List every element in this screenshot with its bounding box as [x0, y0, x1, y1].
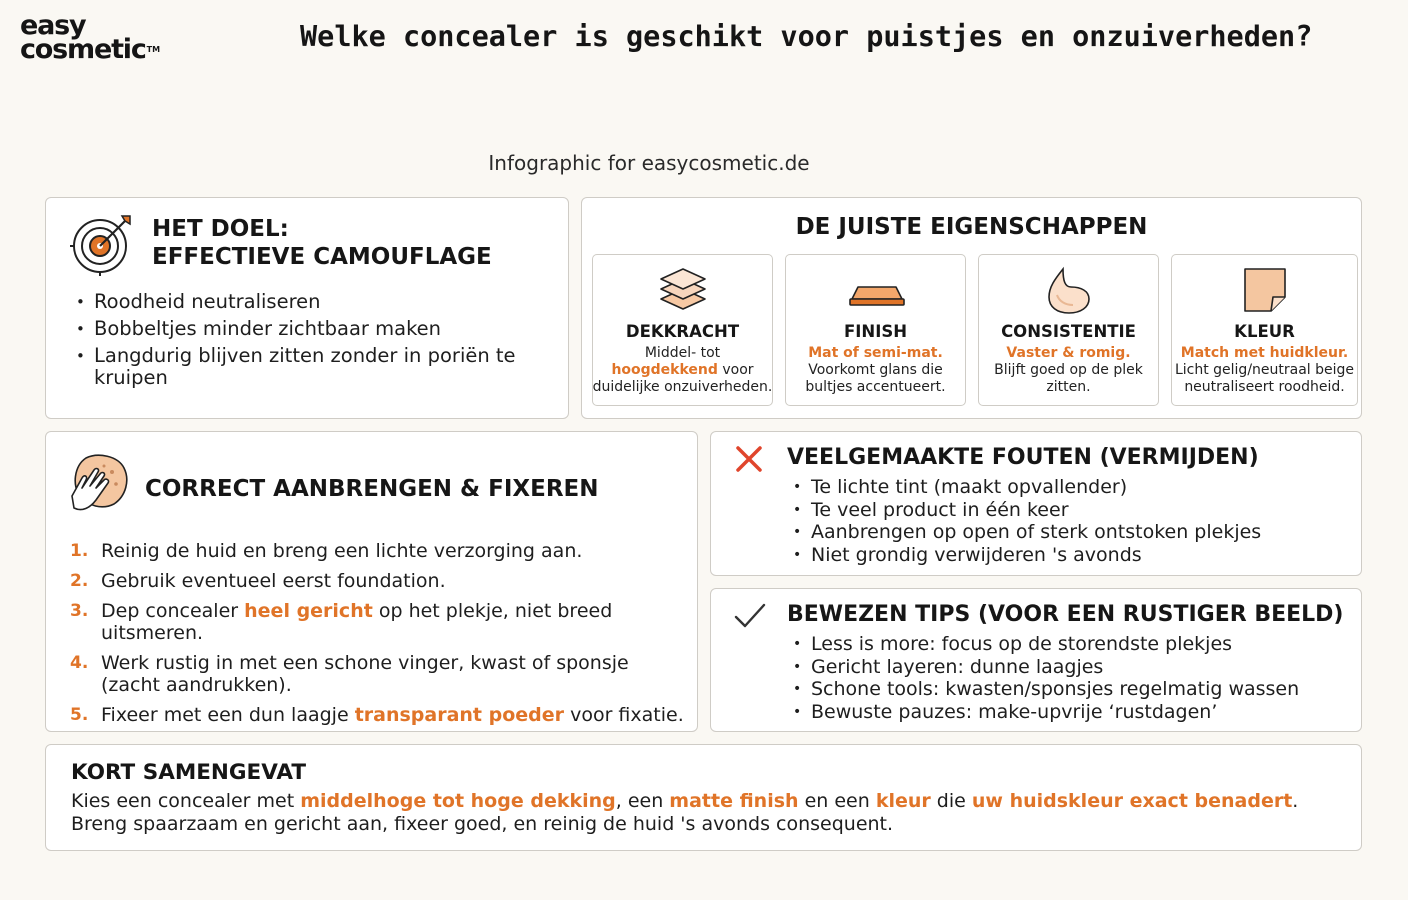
list-item: • Te veel product in één keer: [793, 499, 1353, 522]
list-item: • Gericht layeren: dunne laagjes: [793, 656, 1353, 679]
goal-heading: [152, 215, 492, 271]
card-title: CONSISTENTIE: [1001, 322, 1136, 341]
list-item: • Langdurig blijven zitten zonder in poriën te kruipen: [76, 345, 546, 389]
summary-fragment: die: [930, 790, 972, 812]
mistakes-heading: VEELGEMAAKTE FOUTEN (VERMIJDEN): [787, 445, 1259, 470]
card-highlight: Mat of semi-mat.: [808, 345, 943, 361]
card-description: [1170, 345, 1359, 396]
application-steps: [70, 540, 690, 734]
page-subtitle: Infographic for easycosmetic.de: [488, 151, 810, 175]
hand-application-icon: [68, 452, 130, 522]
summary-highlight: kleur: [875, 790, 931, 812]
step-text: Werk rustig in met een schone vinger, kwast of sponsje (zacht aandrukken).: [101, 652, 629, 696]
goal-heading-line-1: HET DOEL:: [152, 216, 289, 242]
mistakes-list: [793, 476, 1353, 566]
card-title: KLEUR: [1234, 322, 1295, 341]
layers-icon: [593, 265, 772, 315]
card-text: Blijft goed op de plek zitten.: [994, 362, 1143, 395]
property-card-kleur: [1171, 254, 1358, 406]
summary-fragment: .: [1292, 790, 1299, 812]
tips-panel: [710, 588, 1362, 732]
summary-line-2: Breng spaarzaam en gericht aan, fixeer goed, en reinig de huid 's avonds consequent.: [71, 812, 894, 835]
logo-line-1: easy: [20, 10, 86, 41]
page-title: Welke concealer is geschikt voor puistjes en onzuiverheden?: [300, 20, 1313, 53]
cream-drop-icon: [979, 265, 1158, 315]
summary-fragment: en een: [798, 790, 876, 812]
tips-list: [793, 633, 1353, 723]
summary-text: [71, 790, 1341, 835]
step-text: voor fixatie.: [564, 704, 684, 726]
list-item: • Bewuste pauzes: make-upvrije ‘rustdagen’: [793, 701, 1353, 724]
card-description: [591, 345, 774, 396]
card-highlight: Vaster & romig.: [1006, 345, 1131, 361]
tips-heading: BEWEZEN TIPS (VOOR EEN RUSTIGER BEELD): [787, 602, 1344, 627]
summary-line-1: [71, 790, 1341, 813]
list-item: [70, 570, 690, 592]
list-item: [70, 600, 690, 644]
skin-swatch-icon: [1172, 265, 1357, 315]
step-number: 3.: [70, 601, 89, 621]
properties-panel: [581, 197, 1362, 419]
step-text: Reinig de huid en breng een lichte verzorging aan.: [101, 540, 583, 562]
step-text: Dep concealer: [101, 600, 245, 622]
goal-list: [76, 291, 546, 394]
target-icon: [70, 212, 134, 280]
step-highlight: transparant poeder: [354, 704, 565, 726]
checkmark-icon: [733, 600, 767, 636]
card-title: DEKKRACHT: [625, 322, 740, 341]
card-text: voor duidelijke onzuiverheden.: [592, 362, 773, 395]
summary-fragment: , een: [615, 790, 670, 812]
list-item: • Less is more: focus op de storendste plekjes: [793, 633, 1353, 656]
summary-panel: [45, 744, 1362, 851]
application-heading: CORRECT AANBRENGEN & FIXEREN: [145, 476, 599, 502]
step-highlight: heel gericht: [244, 600, 373, 622]
list-item: • Aanbrengen op open of sterk ontstoken plekjes: [793, 521, 1353, 544]
mistakes-panel: [710, 431, 1362, 576]
card-highlight: hoogdekkend: [611, 362, 718, 378]
property-card-consistentie: [978, 254, 1159, 406]
properties-heading: DE JUISTE EIGENSCHAPPEN: [795, 214, 1148, 240]
card-description: [784, 345, 967, 396]
summary-highlight: uw huidskleur exact benadert: [971, 790, 1293, 812]
application-panel: [45, 431, 698, 732]
cross-icon: [733, 443, 765, 479]
card-description: [977, 345, 1160, 396]
card-highlight: Match met huidkleur.: [1180, 345, 1349, 361]
card-text: Voorkomt glans die bultjes accentueert.: [805, 362, 946, 395]
list-item: [70, 540, 690, 562]
step-number: 4.: [70, 653, 89, 673]
summary-highlight: matte finish: [669, 790, 799, 812]
card-text: Middel- tot: [644, 345, 721, 361]
brand-logo: [20, 10, 161, 65]
list-item: [70, 652, 690, 696]
list-item: [70, 704, 690, 726]
list-item: • Te lichte tint (maakt opvallender): [793, 476, 1353, 499]
goal-panel: [45, 197, 569, 419]
card-text: Licht gelig/neutraal beige neutraliseert roodheid.: [1174, 362, 1355, 395]
step-number: 5.: [70, 705, 89, 725]
summary-fragment: Kies een concealer met: [71, 790, 301, 812]
step-text: op het plekje, niet breed uitsmeren.: [101, 600, 613, 644]
logo-word: cosmetic: [20, 34, 146, 65]
step-text: Fixeer met een dun laagje: [101, 704, 355, 726]
summary-heading: KORT SAMENGEVAT: [71, 760, 307, 785]
property-card-finish: [785, 254, 966, 406]
card-title: FINISH: [843, 322, 908, 341]
property-card-dekkracht: [592, 254, 773, 406]
list-item: • Schone tools: kwasten/sponsjes regelmatig wassen: [793, 678, 1353, 701]
summary-highlight: middelhoge tot hoge dekking: [300, 790, 616, 812]
list-item: • Roodheid neutraliseren: [76, 291, 546, 313]
matte-bar-icon: [786, 265, 965, 315]
step-text: Gebruik eventueel eerst foundation.: [101, 570, 446, 592]
logo-line-2: [20, 34, 161, 65]
list-item: • Bobbeltjes minder zichtbaar maken: [76, 318, 546, 340]
step-number: 2.: [70, 571, 89, 591]
list-item: • Niet grondig verwijderen 's avonds: [793, 544, 1353, 567]
trademark-mark: TM: [146, 45, 161, 54]
goal-heading-line-2: EFFECTIEVE CAMOUFLAGE: [152, 244, 492, 270]
step-number: 1.: [70, 541, 89, 561]
